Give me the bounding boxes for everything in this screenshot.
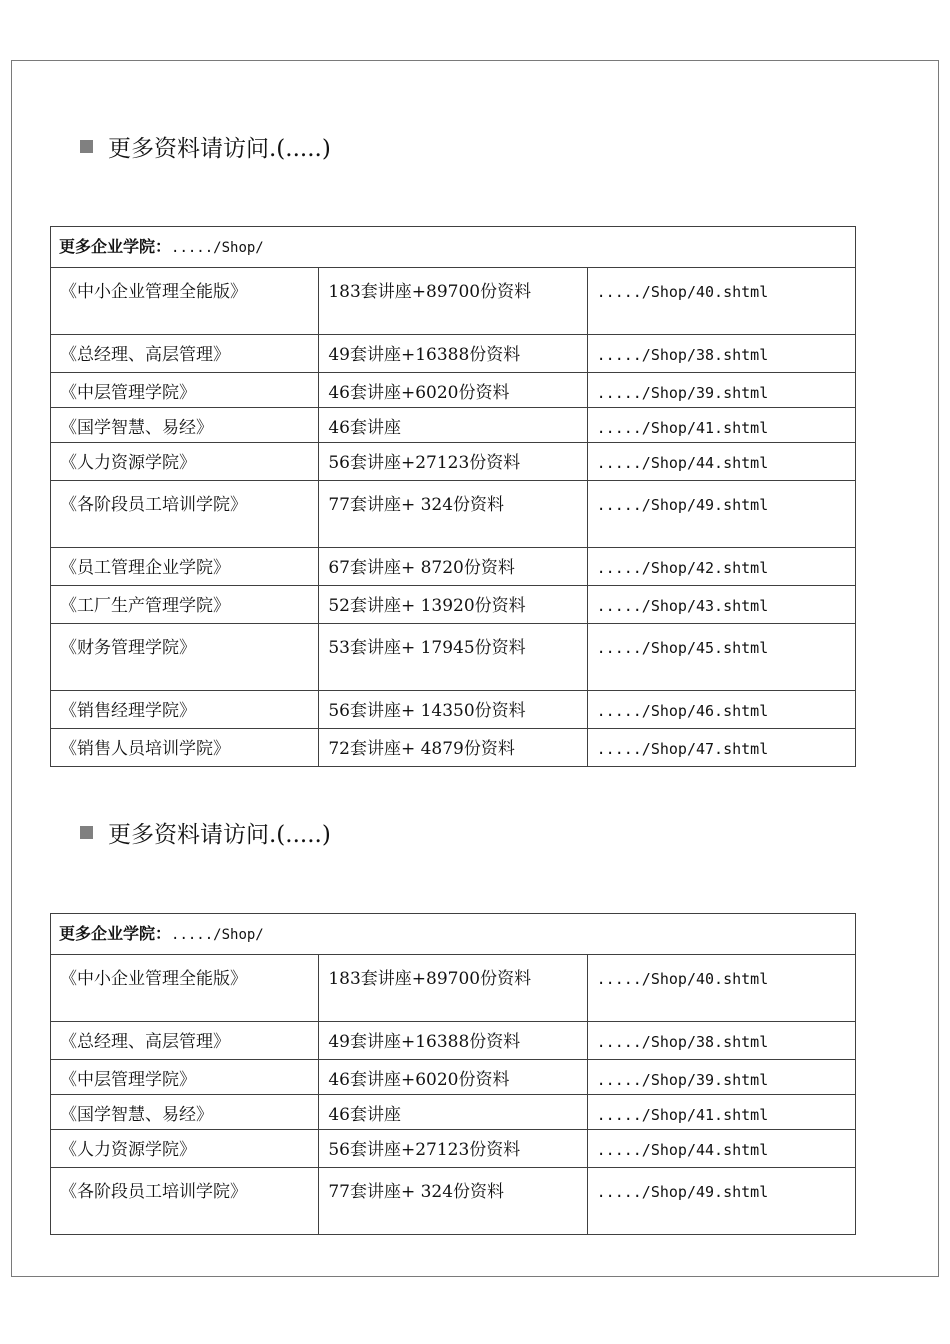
table-row bbox=[51, 586, 856, 624]
course-name: 《销售经理学院》 bbox=[51, 691, 319, 729]
course-link[interactable]: ...../Shop/43.shtml bbox=[587, 586, 855, 624]
course-link[interactable]: ...../Shop/39.shtml bbox=[587, 373, 855, 408]
course-link[interactable]: ...../Shop/40.shtml bbox=[587, 268, 855, 335]
course-name: 《各阶段员工培训学院》 bbox=[51, 481, 319, 548]
course-count: 56套讲座+ 14350份资料 bbox=[319, 691, 587, 729]
course-link[interactable]: ...../Shop/49.shtml bbox=[587, 1168, 855, 1235]
course-name: 《中层管理学院》 bbox=[51, 1060, 319, 1095]
course-link[interactable]: ...../Shop/44.shtml bbox=[587, 1130, 855, 1168]
course-name: 《销售人员培训学院》 bbox=[51, 729, 319, 767]
course-name: 《总经理、高层管理》 bbox=[51, 335, 319, 373]
course-link[interactable]: ...../Shop/46.shtml bbox=[587, 691, 855, 729]
notice-text: 更多资料请访问.(.....) bbox=[108, 821, 331, 848]
table-row bbox=[51, 335, 856, 373]
square-bullet-icon bbox=[80, 826, 93, 839]
table-header-row bbox=[51, 914, 856, 955]
course-count: 72套讲座+ 4879份资料 bbox=[319, 729, 587, 767]
course-name: 《总经理、高层管理》 bbox=[51, 1022, 319, 1060]
table-header-cell bbox=[51, 227, 856, 268]
course-count: 46套讲座 bbox=[319, 1095, 587, 1130]
course-link[interactable]: ...../Shop/39.shtml bbox=[587, 1060, 855, 1095]
table-row bbox=[51, 548, 856, 586]
table-row bbox=[51, 1060, 856, 1095]
course-link[interactable]: ...../Shop/40.shtml bbox=[587, 955, 855, 1022]
course-link[interactable]: ...../Shop/38.shtml bbox=[587, 335, 855, 373]
course-name: 《工厂生产管理学院》 bbox=[51, 586, 319, 624]
table-row bbox=[51, 729, 856, 767]
notice-text: 更多资料请访问.(.....) bbox=[108, 135, 331, 162]
table-row bbox=[51, 481, 856, 548]
square-bullet-icon bbox=[80, 140, 93, 153]
table-header-url[interactable]: ...../Shop/ bbox=[171, 926, 264, 943]
course-count: 56套讲座+27123份资料 bbox=[319, 1130, 587, 1168]
course-count: 52套讲座+ 13920份资料 bbox=[319, 586, 587, 624]
table-row bbox=[51, 691, 856, 729]
notice-heading bbox=[80, 815, 331, 849]
table-header-row bbox=[51, 227, 856, 268]
table-header-cell bbox=[51, 914, 856, 955]
table-header-label: 更多企业学院： bbox=[59, 923, 172, 943]
course-count: 183套讲座+89700份资料 bbox=[319, 955, 587, 1022]
notice-heading bbox=[80, 129, 331, 163]
table-row bbox=[51, 373, 856, 408]
course-link[interactable]: ...../Shop/42.shtml bbox=[587, 548, 855, 586]
course-count: 49套讲座+16388份资料 bbox=[319, 1022, 587, 1060]
table-row bbox=[51, 1095, 856, 1130]
table-row bbox=[51, 1168, 856, 1235]
course-link[interactable]: ...../Shop/44.shtml bbox=[587, 443, 855, 481]
course-count: 53套讲座+ 17945份资料 bbox=[319, 624, 587, 691]
course-link[interactable]: ...../Shop/41.shtml bbox=[587, 1095, 855, 1130]
course-name: 《各阶段员工培训学院》 bbox=[51, 1168, 319, 1235]
course-count: 49套讲座+16388份资料 bbox=[319, 335, 587, 373]
course-count: 77套讲座+ 324份资料 bbox=[319, 481, 587, 548]
course-name: 《中小企业管理全能版》 bbox=[51, 268, 319, 335]
table-row bbox=[51, 268, 856, 335]
course-link[interactable]: ...../Shop/49.shtml bbox=[587, 481, 855, 548]
course-link[interactable]: ...../Shop/45.shtml bbox=[587, 624, 855, 691]
course-count: 46套讲座 bbox=[319, 408, 587, 443]
course-table bbox=[50, 226, 856, 767]
course-name: 《国学智慧、易经》 bbox=[51, 1095, 319, 1130]
course-count: 183套讲座+89700份资料 bbox=[319, 268, 587, 335]
course-name: 《人力资源学院》 bbox=[51, 443, 319, 481]
course-name: 《国学智慧、易经》 bbox=[51, 408, 319, 443]
table-row bbox=[51, 1022, 856, 1060]
course-count: 77套讲座+ 324份资料 bbox=[319, 1168, 587, 1235]
table-row bbox=[51, 955, 856, 1022]
course-link[interactable]: ...../Shop/41.shtml bbox=[587, 408, 855, 443]
table-row bbox=[51, 1130, 856, 1168]
course-link[interactable]: ...../Shop/47.shtml bbox=[587, 729, 855, 767]
table-row bbox=[51, 408, 856, 443]
table-header-label: 更多企业学院： bbox=[59, 236, 172, 256]
course-name: 《人力资源学院》 bbox=[51, 1130, 319, 1168]
course-count: 46套讲座+6020份资料 bbox=[319, 1060, 587, 1095]
course-name: 《中小企业管理全能版》 bbox=[51, 955, 319, 1022]
table-row bbox=[51, 624, 856, 691]
table-header-url[interactable]: ...../Shop/ bbox=[171, 239, 264, 256]
course-name: 《员工管理企业学院》 bbox=[51, 548, 319, 586]
course-count: 67套讲座+ 8720份资料 bbox=[319, 548, 587, 586]
course-link[interactable]: ...../Shop/38.shtml bbox=[587, 1022, 855, 1060]
course-name: 《中层管理学院》 bbox=[51, 373, 319, 408]
table-row bbox=[51, 443, 856, 481]
course-name: 《财务管理学院》 bbox=[51, 624, 319, 691]
course-count: 46套讲座+6020份资料 bbox=[319, 373, 587, 408]
course-count: 56套讲座+27123份资料 bbox=[319, 443, 587, 481]
course-table bbox=[50, 913, 856, 1235]
